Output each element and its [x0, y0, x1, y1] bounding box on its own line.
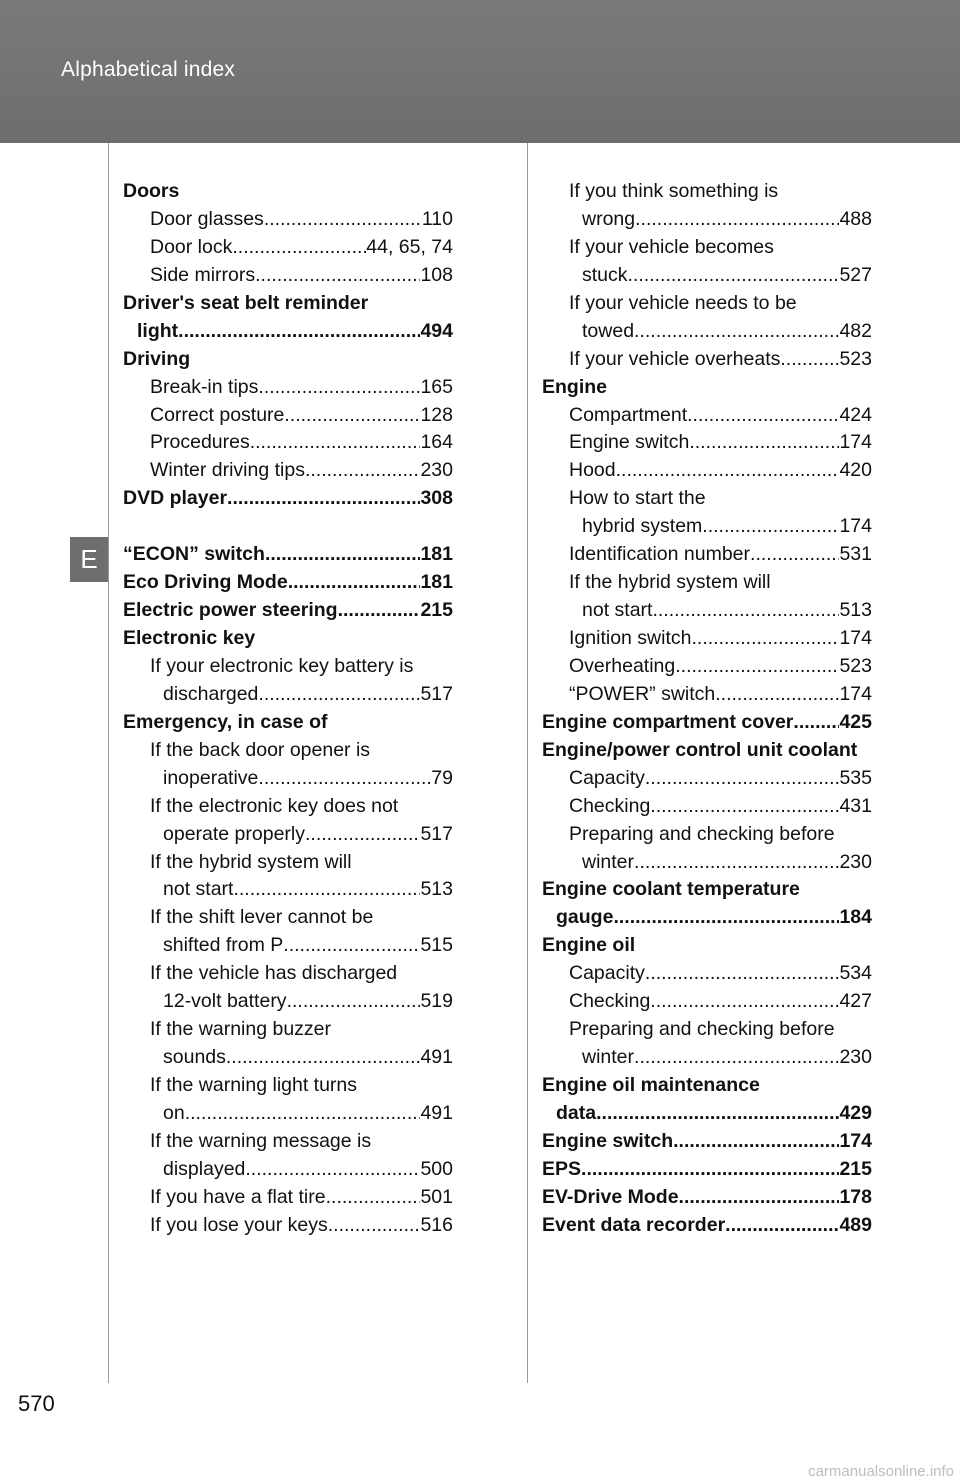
- index-entry-text: Engine coolant temperature: [542, 878, 800, 901]
- index-entry-page: 230: [839, 1046, 872, 1069]
- dot-leader: [645, 765, 840, 793]
- index-column-left: [123, 178, 453, 1240]
- index-entry: [542, 904, 872, 932]
- index-entry: [123, 541, 453, 569]
- index-entry-text: not start: [582, 599, 653, 622]
- index-entry-page: 427: [839, 990, 872, 1013]
- index-entry: [542, 765, 872, 793]
- index-entry-text: Hood: [569, 459, 616, 482]
- index-entry: [123, 429, 453, 457]
- index-entry-text: How to start the: [569, 487, 706, 510]
- index-entry-page: 500: [420, 1157, 453, 1180]
- index-entry: [542, 1016, 872, 1044]
- dot-leader: [596, 1100, 839, 1128]
- index-entry: [123, 457, 453, 485]
- index-entry: [123, 402, 453, 430]
- index-entry-page: 44, 65, 74: [366, 235, 453, 258]
- index-entry: [542, 206, 872, 234]
- index-entry-page: 230: [420, 459, 453, 482]
- header-title: Alphabetical index: [61, 58, 236, 81]
- dot-leader: [265, 541, 421, 569]
- index-entry-page: 165: [420, 375, 453, 398]
- index-entry: [123, 960, 453, 988]
- dot-leader: [258, 765, 431, 793]
- dot-leader: [288, 569, 421, 597]
- index-entry-page: 429: [839, 1101, 872, 1124]
- index-entry-text: Electronic key: [123, 627, 256, 649]
- index-entry-page: 523: [839, 347, 872, 370]
- index-entry-text: Capacity: [569, 962, 645, 985]
- dot-leader: [628, 262, 840, 290]
- dot-leader: [687, 402, 839, 430]
- dot-leader: [185, 1100, 421, 1128]
- index-entry-text: Identification number: [569, 543, 751, 566]
- index-entry-page: 424: [839, 403, 872, 426]
- dot-leader: [227, 485, 420, 513]
- dot-leader: [264, 206, 422, 234]
- index-entry-text: inoperative: [163, 766, 259, 789]
- index-entry-text: Door lock: [150, 235, 233, 258]
- index-entry: [542, 1156, 872, 1184]
- index-entry: [542, 849, 872, 877]
- index-entry: [123, 849, 453, 877]
- index-entry-page: 308: [420, 487, 453, 510]
- index-entry: [542, 1128, 872, 1156]
- dot-leader: [581, 1156, 839, 1184]
- index-entry-text: data: [556, 1101, 597, 1124]
- dot-leader: [284, 402, 420, 430]
- index-entry: [123, 932, 453, 960]
- index-entry-text: If the hybrid system will: [569, 571, 771, 594]
- index-entry: [542, 1044, 872, 1072]
- dot-leader: [250, 429, 421, 457]
- index-entry-text: winter: [582, 1046, 635, 1069]
- index-entry-text: Checking: [569, 990, 651, 1013]
- index-entry-text: Ignition switch: [569, 627, 692, 649]
- index-entry-text: not start: [163, 878, 234, 901]
- index-entry-text: If you lose your keys: [150, 1213, 328, 1236]
- index-entry-page: 501: [420, 1185, 453, 1208]
- dot-leader: [673, 1128, 839, 1156]
- dot-leader: [750, 541, 839, 569]
- index-entry: [542, 653, 872, 681]
- dot-leader: [226, 1044, 421, 1072]
- index-entry-text: Driver's seat belt reminder: [123, 291, 369, 314]
- index-entry-page: 431: [839, 794, 872, 817]
- index-entry-text: Electric power steering: [123, 599, 338, 622]
- index-entry: [123, 290, 453, 318]
- index-entry-page: 215: [420, 599, 453, 622]
- index-entry: [123, 709, 453, 737]
- index-entry-text: sounds: [163, 1046, 226, 1069]
- dot-leader: [793, 709, 839, 737]
- index-column-right: [542, 178, 872, 1240]
- index-entry: [123, 234, 453, 262]
- index-entry-text: Preparing and checking before: [569, 822, 835, 845]
- index-entry-text: If you have a flat tire: [150, 1185, 326, 1208]
- dot-leader: [715, 681, 839, 709]
- dot-leader: [689, 429, 839, 457]
- index-entry: [542, 1184, 872, 1212]
- index-entry-text: EPS: [542, 1157, 582, 1180]
- index-entry: [123, 765, 453, 793]
- index-entry-page: 420: [839, 459, 872, 482]
- dot-leader: [652, 597, 839, 625]
- index-entry-text: Engine switch: [569, 431, 690, 454]
- index-entry: [542, 988, 872, 1016]
- index-entry-text: Eco Driving Mode: [123, 571, 288, 594]
- index-entry-page: 178: [839, 1185, 872, 1208]
- index-spacer: [123, 513, 453, 541]
- index-entry-text: Emergency, in case of: [123, 710, 328, 733]
- index-entry-page: 515: [420, 934, 453, 957]
- index-entry: [542, 793, 872, 821]
- dot-leader: [328, 1212, 421, 1240]
- index-entry-text: Engine compartment cover: [542, 710, 794, 733]
- index-entry-page: 516: [420, 1213, 453, 1236]
- dot-leader: [702, 513, 839, 541]
- dot-leader: [338, 597, 421, 625]
- index-entry-page: 215: [839, 1157, 872, 1180]
- index-entry-text: If your electronic key battery is: [150, 654, 414, 677]
- dot-leader: [679, 1184, 840, 1212]
- index-entry: [123, 1072, 453, 1100]
- index-entry-text: “POWER” switch: [569, 682, 716, 705]
- dot-leader: [613, 904, 839, 932]
- index-entry-text: Doors: [123, 180, 180, 202]
- index-entry-page: 174: [839, 515, 872, 538]
- index-entry: [123, 262, 453, 290]
- index-entry-text: Driving: [123, 347, 191, 370]
- index-entry: [542, 876, 872, 904]
- index-entry: [123, 1184, 453, 1212]
- dot-leader: [245, 1156, 420, 1184]
- index-entry: [123, 1128, 453, 1156]
- dot-leader: [650, 988, 839, 1016]
- index-entry-text: Engine: [542, 375, 608, 398]
- index-entry: [123, 821, 453, 849]
- index-entry-page: 527: [839, 263, 872, 286]
- index-entry-text: If the electronic key does not: [150, 794, 399, 817]
- dot-leader: [780, 346, 839, 374]
- index-entry: [542, 821, 872, 849]
- index-entry-page: 519: [420, 990, 453, 1013]
- index-entry: [542, 541, 872, 569]
- index-entry: [123, 904, 453, 932]
- index-entry-text: If the warning light turns: [150, 1074, 358, 1096]
- index-entry-page: 489: [839, 1213, 872, 1236]
- index-entry-text: Engine/power control unit coolant: [542, 738, 858, 761]
- index-entry-text: If your vehicle becomes: [569, 235, 774, 258]
- dot-leader: [634, 318, 839, 346]
- page-number: 570: [18, 1391, 55, 1416]
- index-entry-page: 535: [839, 766, 872, 789]
- index-entry-text: “ECON” switch: [123, 543, 265, 566]
- dot-leader: [650, 793, 839, 821]
- index-entry-page: 110: [421, 207, 453, 230]
- dot-leader: [305, 457, 420, 485]
- index-entry: [542, 234, 872, 262]
- index-entry: [123, 1044, 453, 1072]
- index-entry: [542, 429, 872, 457]
- index-entry-page: 181: [420, 571, 453, 594]
- index-entry-text: If the vehicle has discharged: [150, 962, 398, 985]
- index-entry-text: Engine switch: [542, 1129, 674, 1152]
- index-entry-page: 128: [420, 403, 453, 426]
- index-entry-page: 79: [431, 766, 453, 789]
- index-entry: [542, 402, 872, 430]
- index-entry-text: Break-in tips: [150, 375, 259, 398]
- index-entry-page: 425: [839, 710, 872, 733]
- index-entry-text: wrong: [582, 207, 636, 230]
- index-entry-page: 230: [839, 850, 872, 873]
- index-entry-text: displayed: [163, 1157, 246, 1180]
- index-entry-page: 181: [420, 543, 453, 566]
- index-entry: [123, 793, 453, 821]
- index-entry: [542, 709, 872, 737]
- index-entry: [542, 737, 872, 765]
- index-entry-text: If the warning message is: [150, 1129, 372, 1152]
- index-entry-text: Engine oil maintenance: [542, 1074, 760, 1096]
- index-entry: [542, 178, 872, 206]
- index-entry: [542, 346, 872, 374]
- index-entry-text: Event data recorder: [542, 1213, 726, 1236]
- dot-leader: [258, 681, 420, 709]
- index-entry-text: Door glasses: [150, 207, 264, 230]
- index-entry: [123, 1212, 453, 1240]
- dot-leader: [326, 1184, 421, 1212]
- index-entry-text: If the shift lever cannot be: [150, 906, 374, 929]
- index-entry-text: Correct posture: [150, 403, 285, 426]
- index-entry-page: 517: [420, 682, 453, 705]
- index-entry-page: 164: [420, 431, 453, 454]
- index-entry-text: on: [163, 1101, 185, 1124]
- index-entry-text: gauge: [556, 906, 614, 929]
- index-entry: [542, 1100, 872, 1128]
- index-entry: [542, 569, 872, 597]
- index-entry: [542, 374, 872, 402]
- dot-leader: [232, 234, 366, 262]
- dot-leader: [634, 849, 839, 877]
- index-entry: [542, 457, 872, 485]
- index-entry: [123, 346, 453, 374]
- index-entry: [123, 374, 453, 402]
- dot-leader: [305, 821, 420, 849]
- index-entry: [123, 178, 453, 206]
- index-entry-text: EV-Drive Mode: [542, 1185, 679, 1208]
- index-entry: [123, 625, 453, 653]
- index-entry-page: 491: [420, 1046, 453, 1069]
- index-entry-text: If you think something is: [569, 180, 779, 202]
- index-entry: [123, 597, 453, 625]
- index-entry-text: If your vehicle overheats: [569, 347, 781, 370]
- index-entry-text: towed: [582, 319, 635, 342]
- index-entry-page: 488: [839, 207, 872, 230]
- index-entry-text: hybrid system: [582, 515, 703, 538]
- index-entry: [123, 681, 453, 709]
- dot-leader: [258, 374, 420, 402]
- index-entry-page: 513: [839, 599, 872, 622]
- index-entry-page: 174: [839, 627, 872, 649]
- index-entry-text: shifted from P: [163, 934, 284, 957]
- index-entry: [123, 1100, 453, 1128]
- dot-leader: [675, 653, 839, 681]
- watermark: carmanualsonline.info: [808, 1463, 954, 1480]
- index-entry-text: discharged: [163, 682, 259, 705]
- index-entry-page: 534: [839, 962, 872, 985]
- index-entry: [542, 513, 872, 541]
- index-entry-page: 517: [420, 822, 453, 845]
- index-entry-text: Side mirrors: [150, 263, 256, 286]
- index-entry: [542, 625, 872, 653]
- index-entry-text: operate properly: [163, 822, 306, 845]
- left-margin-rule: [108, 143, 109, 1383]
- index-entry-text: Preparing and checking before: [569, 1018, 835, 1041]
- index-entry: [123, 988, 453, 1016]
- column-divider: [527, 143, 528, 1383]
- index-entry: [123, 1156, 453, 1184]
- index-entry-text: 12-volt battery: [163, 990, 287, 1013]
- dot-leader: [634, 1044, 839, 1072]
- index-entry-page: 174: [839, 1129, 872, 1152]
- index-entry-page: 531: [839, 543, 872, 566]
- index-entry-text: Compartment: [569, 403, 688, 426]
- index-entry-page: 174: [839, 682, 872, 705]
- index-entry-text: Overheating: [569, 654, 676, 677]
- index-entry: [123, 876, 453, 904]
- index-entry-text: Capacity: [569, 766, 645, 789]
- index-entry-page: 513: [420, 878, 453, 901]
- index-entry-text: If the warning buzzer: [150, 1018, 332, 1041]
- dot-leader: [635, 206, 839, 234]
- index-entry: [123, 318, 453, 346]
- index-entry: [123, 485, 453, 513]
- dot-leader: [725, 1212, 839, 1240]
- section-tab: E: [70, 537, 108, 582]
- index-entry: [542, 1072, 872, 1100]
- index-entry: [123, 569, 453, 597]
- index-entry-text: If the back door opener is: [150, 738, 371, 761]
- dot-leader: [287, 988, 421, 1016]
- index-entry-text: If your vehicle needs to be: [569, 291, 797, 314]
- index-entry-text: Procedures: [150, 431, 250, 454]
- index-entry-page: 174: [839, 431, 872, 454]
- dot-leader: [178, 318, 420, 346]
- index-entry: [123, 653, 453, 681]
- index-entry-text: winter: [582, 850, 635, 873]
- index-entry-page: 482: [839, 319, 872, 342]
- index-entry: [542, 1212, 872, 1240]
- index-entry-page: 523: [839, 654, 872, 677]
- dot-leader: [645, 960, 840, 988]
- index-entry-text: Checking: [569, 794, 651, 817]
- index-entry: [542, 932, 872, 960]
- page-header: [0, 0, 960, 143]
- index-entry-text: DVD player: [123, 487, 228, 510]
- index-entry-text: light: [137, 319, 179, 342]
- dot-leader: [691, 625, 839, 653]
- index-entry: [542, 262, 872, 290]
- index-entry: [542, 681, 872, 709]
- index-entry-text: Winter driving tips: [150, 459, 305, 482]
- dot-leader: [283, 932, 420, 960]
- index-entry-page: 108: [420, 263, 453, 286]
- index-entry: [542, 597, 872, 625]
- index-entry: [542, 485, 872, 513]
- index-entry: [123, 1016, 453, 1044]
- dot-leader: [616, 457, 840, 485]
- dot-leader: [233, 876, 420, 904]
- index-entry: [542, 290, 872, 318]
- index-entry-text: Engine oil: [542, 934, 636, 957]
- index-entry: [123, 737, 453, 765]
- dot-leader: [255, 262, 420, 290]
- index-entry-text: If the hybrid system will: [150, 850, 352, 873]
- index-entry: [542, 960, 872, 988]
- index-entry-text: stuck: [582, 263, 628, 286]
- index-entry-page: 494: [420, 319, 453, 342]
- index-entry-page: 184: [839, 906, 872, 929]
- index-entry: [542, 318, 872, 346]
- index-entry-page: 491: [420, 1101, 453, 1124]
- index-entry: [123, 206, 453, 234]
